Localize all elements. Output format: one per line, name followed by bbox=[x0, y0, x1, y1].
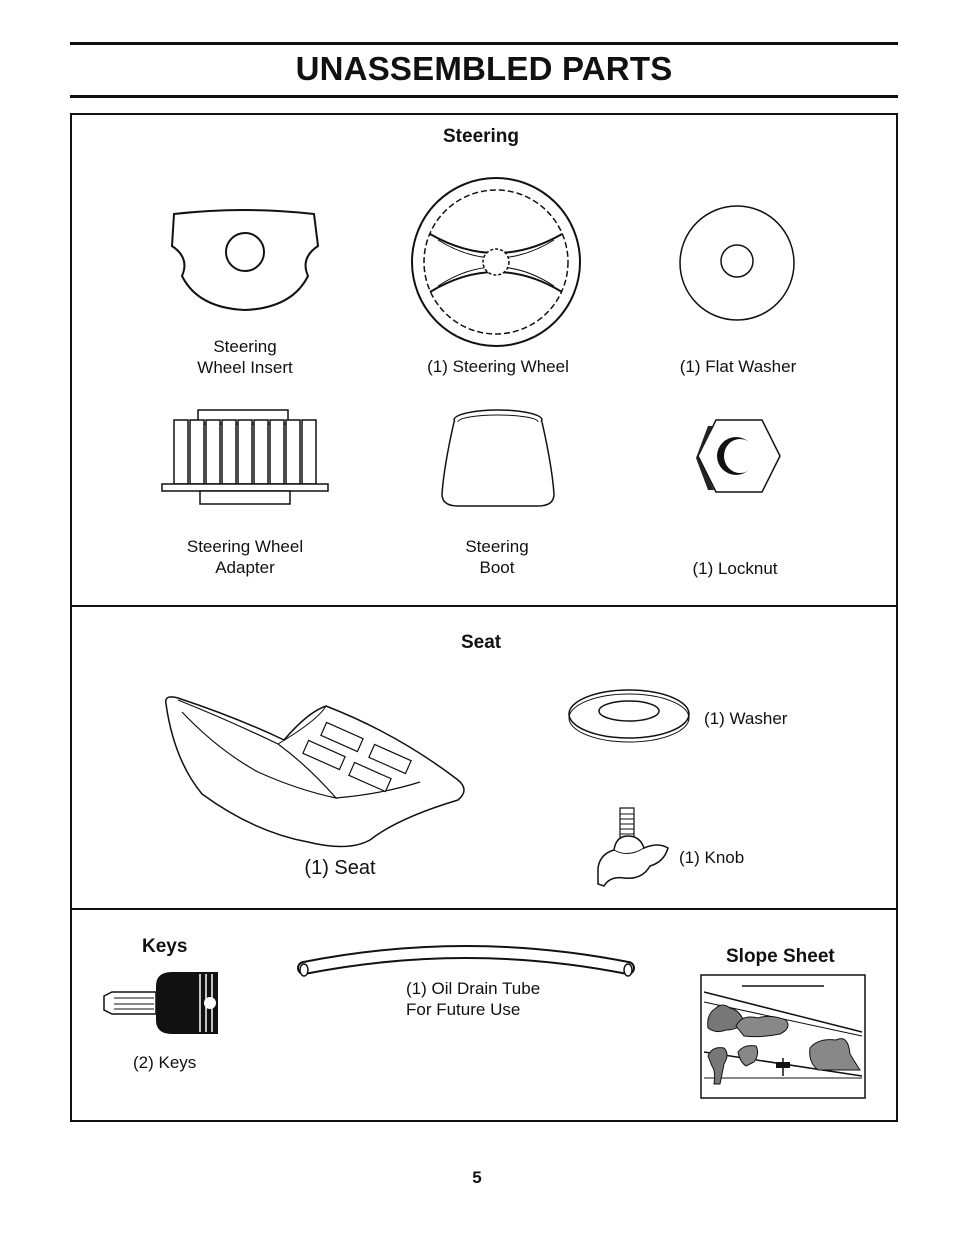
page-number: 5 bbox=[472, 1168, 482, 1187]
top-rule bbox=[70, 42, 898, 45]
steering-wheel-insert-illustration bbox=[168, 206, 322, 314]
knob-label: (1) Knob bbox=[679, 848, 745, 867]
steering-boot-label: Steering Boot bbox=[465, 537, 529, 577]
title-underline bbox=[70, 95, 898, 98]
seat-section-title: Seat bbox=[461, 632, 502, 653]
washer-label: (1) Washer bbox=[704, 709, 788, 728]
seat-label: (1) Seat bbox=[304, 857, 376, 879]
locknut-illustration bbox=[694, 418, 782, 496]
steering-wheel-label: (1) Steering Wheel bbox=[427, 357, 569, 376]
oil-drain-tube-label: (1) Oil Drain Tube For Future Use bbox=[406, 979, 541, 1019]
steering-boot-illustration bbox=[438, 406, 558, 510]
keys-label: (2) Keys bbox=[133, 1053, 197, 1072]
washer-illustration bbox=[566, 682, 692, 746]
flat-washer-illustration bbox=[678, 204, 796, 322]
slope-sheet-illustration bbox=[700, 974, 866, 1100]
steering-section-title: Steering bbox=[443, 126, 520, 147]
key-illustration bbox=[100, 970, 224, 1036]
steering-wheel-insert-label: Steering Wheel Insert bbox=[197, 337, 293, 377]
steering-wheel-adapter-illustration bbox=[160, 408, 330, 506]
locknut-label: (1) Locknut bbox=[692, 559, 778, 578]
flat-washer-label: (1) Flat Washer bbox=[679, 357, 797, 376]
page-title: UNASSEMBLED PARTS bbox=[295, 50, 673, 87]
steering-wheel-adapter-label: Steering Wheel Adapter bbox=[186, 537, 304, 577]
seat-illustration bbox=[158, 690, 472, 850]
steering-wheel-illustration bbox=[410, 176, 582, 348]
keys-section-title: Keys bbox=[142, 936, 188, 957]
knob-illustration bbox=[594, 806, 674, 888]
slope-sheet-title: Slope Sheet bbox=[726, 946, 835, 967]
